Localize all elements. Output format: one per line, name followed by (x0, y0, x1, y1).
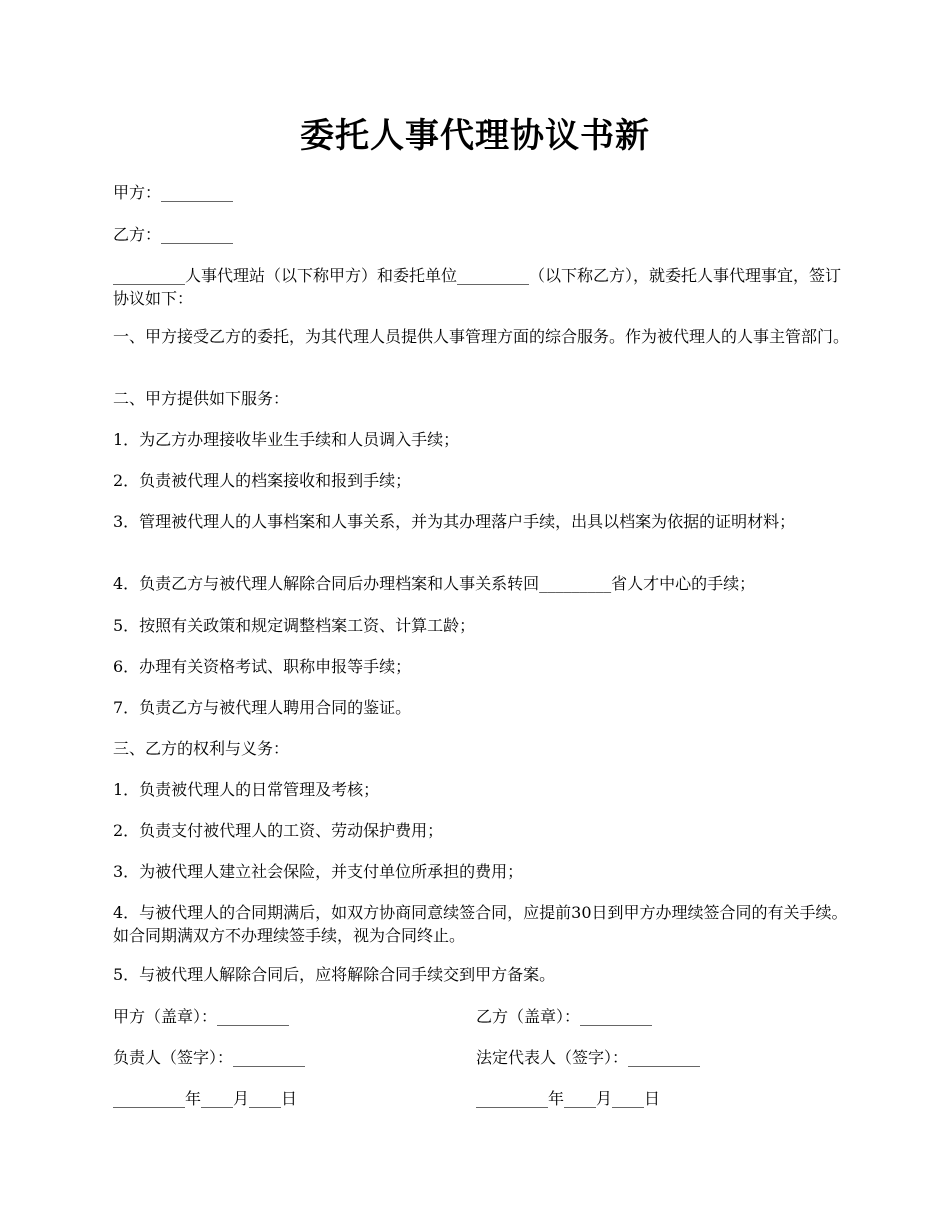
service-item: 2．负责被代理人的档案接收和报到手续； (113, 471, 412, 490)
obligation-item: 1．负责被代理人的日常管理及考核； (113, 780, 380, 799)
party-b-seal-line: 乙方（盖章）：_________ (476, 1007, 653, 1026)
service-item: 5．按照有关政策和规定调整档案工资、计算工龄； (113, 616, 476, 635)
intro-paragraph: _________人事代理站（以下称甲方）和委托单位_________（以下称乙方），就委托人事代理事宜，签订协议如下： (113, 266, 842, 308)
service-item: 6．办理有关资格考试、职称申报等手续； (113, 657, 412, 676)
clause-2-heading: 二、甲方提供如下服务： (113, 389, 290, 408)
service-item: 3．管理被代理人的人事档案和人事关系，并为其办理落户手续，出具以档案为依据的证明材料； (113, 512, 796, 531)
party-a-line: 甲方：_________ (113, 183, 234, 202)
obligation-item: 4．与被代理人的合同期满后，如双方协商同意续签合同，应提前30日到甲方办理续签合同的有关手续。如合同期满双方不办理续签手续，视为合同终止。 (113, 903, 848, 945)
clause-1-paragraph: 一、甲方接受乙方的委托，为其代理人员提供人事管理方面的综合服务。作为被代理人的人事主管部门。 (113, 327, 850, 346)
service-item: 7．负责乙方与被代理人聘用合同的鉴证。 (113, 698, 412, 717)
party-b-line: 乙方：_________ (113, 225, 234, 244)
party-b-signer-line: 法定代表人（签字）：_________ (476, 1048, 701, 1067)
party-a-signer-line: 负责人（签字）：_________ (113, 1048, 306, 1067)
obligation-item: 2．负责支付被代理人的工资、劳动保护费用； (113, 821, 444, 840)
service-item: 1．为乙方办理接收毕业生手续和人员调入手续； (113, 430, 460, 449)
party-a-seal-line: 甲方（盖章）：_________ (113, 1007, 290, 1026)
party-a-date-line: _________年____月____日 (113, 1089, 298, 1108)
clause-3-heading: 三、乙方的权利与义务： (113, 739, 290, 758)
service-item: 4．负责乙方与被代理人解除合同后办理档案和人事关系转回_________省人才中心的手续； (113, 574, 756, 593)
document-title: 委托人事代理协议书新 (300, 116, 650, 156)
obligation-item: 3．为被代理人建立社会保险，并支付单位所承担的费用； (113, 862, 524, 881)
obligation-item: 5．与被代理人解除合同后，应将解除合同手续交到甲方备案。 (113, 965, 556, 984)
party-b-date-line: _________年____月____日 (476, 1089, 661, 1108)
